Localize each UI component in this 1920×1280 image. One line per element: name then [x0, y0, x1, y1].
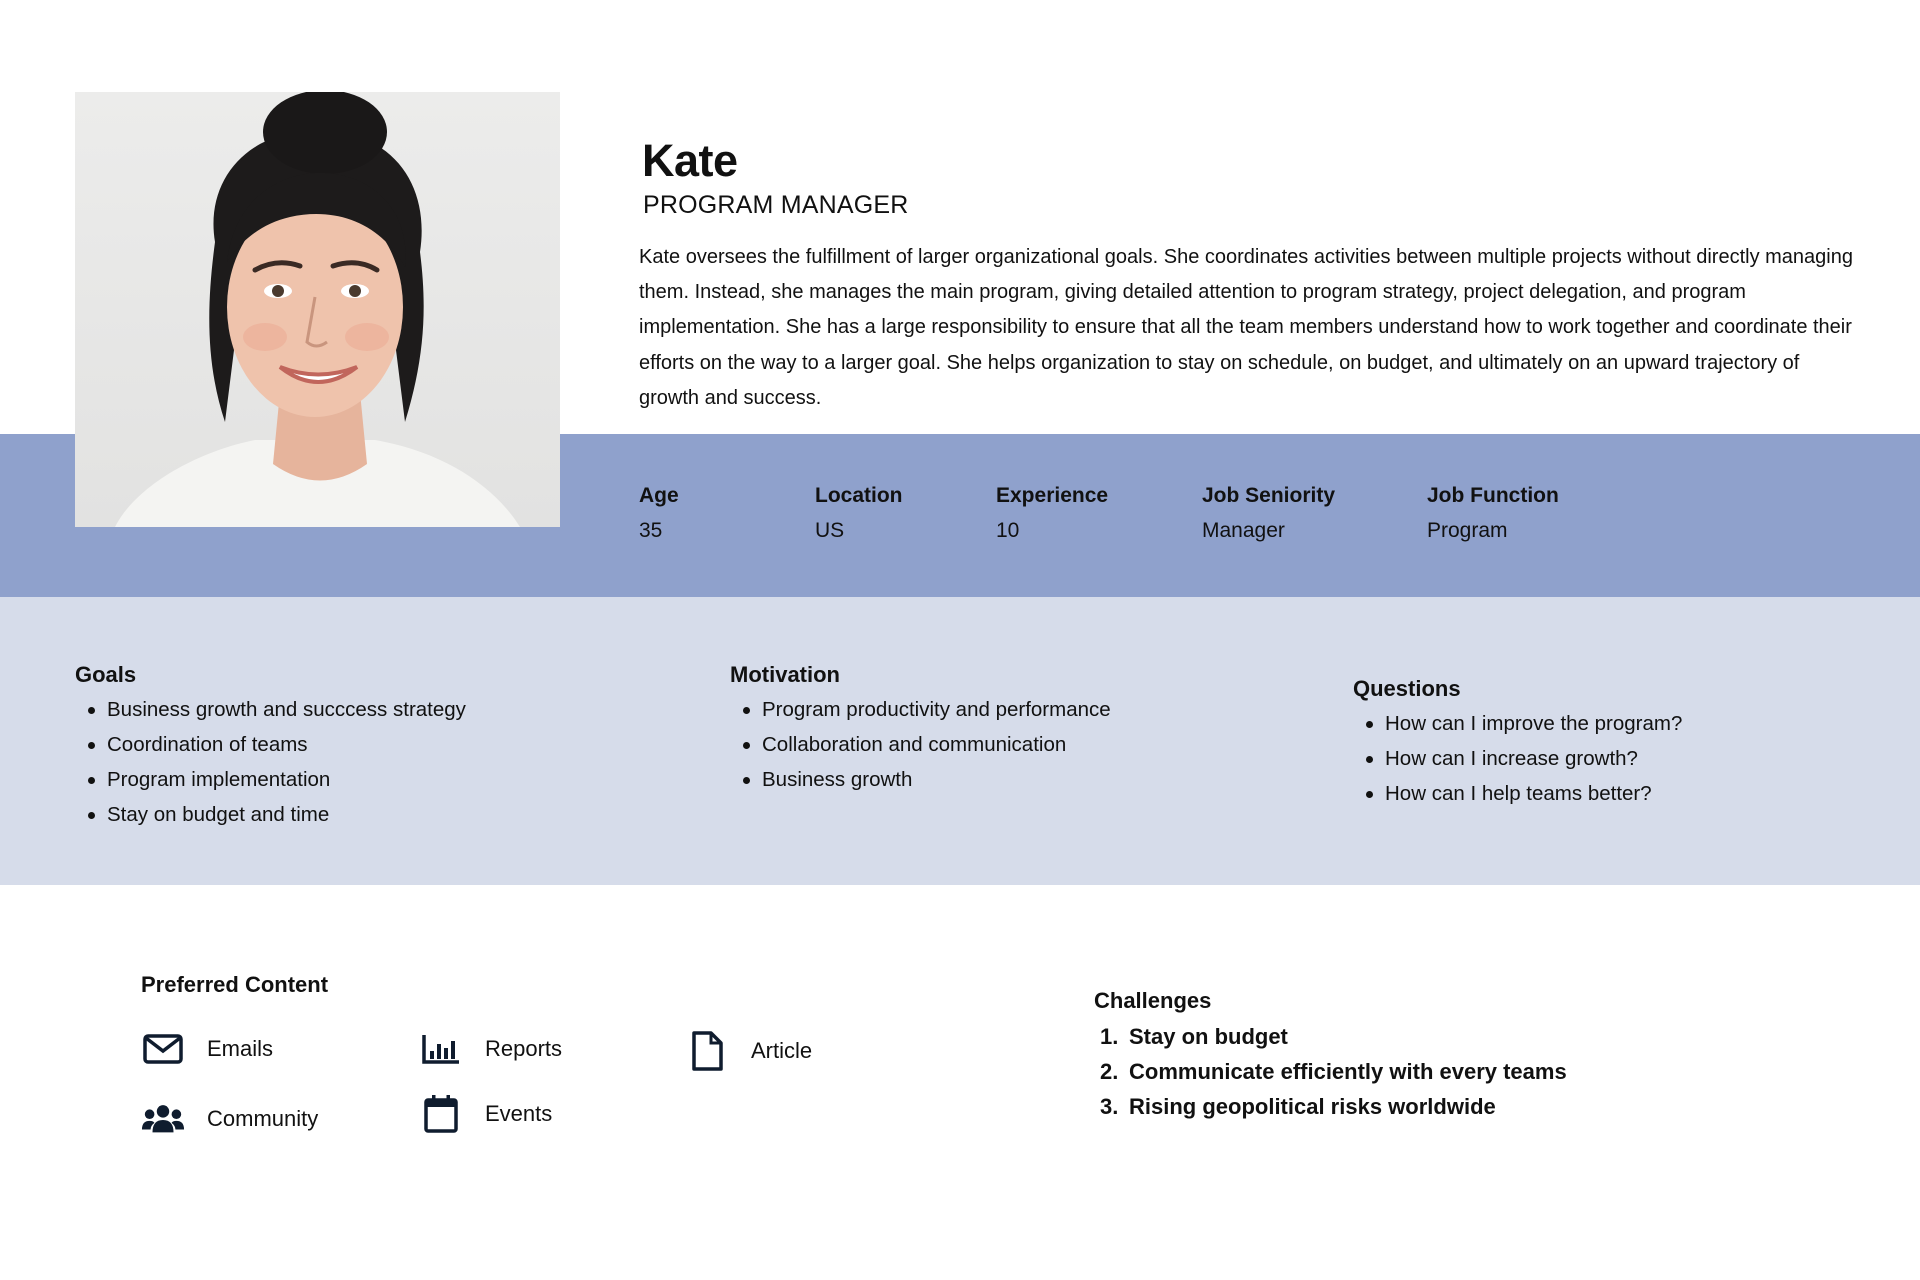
questions-heading: Questions — [1353, 676, 1461, 701]
people-group-icon — [141, 1099, 185, 1139]
list-item: Coordination of teams — [75, 727, 466, 762]
list-item: Stay on budget and time — [75, 797, 466, 832]
list-number: 2. — [1100, 1059, 1119, 1084]
preferred-content-article — [685, 1031, 812, 1071]
content-label: Events — [485, 1101, 553, 1126]
content-label: Community — [207, 1106, 319, 1131]
challenge-text: Rising geopolitical risks worldwide — [1129, 1094, 1496, 1119]
list-item: Collaboration and communication — [730, 727, 1111, 762]
goals-section — [75, 657, 466, 832]
attribute-label: Job Seniority — [1202, 484, 1336, 507]
preferred-content-reports — [419, 1029, 562, 1069]
document-icon — [685, 1031, 729, 1071]
preferred-content-heading: Preferred Content — [141, 972, 329, 997]
persona-bio: Kate oversees the fulfillment of larger organizational goals. She coordinates activities between multiple projects without directly managing them. Instead, she manages the main program, giving detailed attention to program strategy, project delegation, and program implementation. She has a large responsibility to ensure that all the team members understand how to work together and coordinate their efforts on the way to a larger goal. She helps organization to stay on schedule, on budget, and ultimately on an upward trajectory of growth and success. — [639, 246, 1853, 409]
persona-title: PROGRAM MANAGER — [643, 191, 909, 219]
calendar-icon — [419, 1094, 463, 1134]
preferred-content-emails — [141, 1029, 273, 1069]
list-item: Program productivity and performance — [730, 692, 1111, 727]
attribute-location — [815, 478, 903, 548]
attribute-value: 35 — [639, 519, 663, 542]
list-item — [1100, 1089, 1567, 1124]
questions-list — [1353, 706, 1682, 811]
attribute-label: Age — [639, 484, 679, 507]
attribute-job-function — [1427, 478, 1559, 548]
list-item: How can I improve the program? — [1353, 706, 1682, 741]
list-item — [1100, 1019, 1567, 1054]
list-item — [1100, 1054, 1567, 1089]
envelope-icon — [141, 1029, 185, 1069]
questions-section — [1353, 671, 1682, 811]
attribute-label: Job Function — [1427, 484, 1559, 507]
profile-photo — [75, 92, 560, 527]
attribute-label: Experience — [996, 484, 1109, 507]
challenge-text: Stay on budget — [1129, 1024, 1288, 1049]
motivation-heading: Motivation — [730, 662, 840, 687]
list-number: 1. — [1100, 1024, 1119, 1049]
content-label: Emails — [207, 1036, 274, 1061]
content-label: Article — [751, 1038, 813, 1063]
goals-heading: Goals — [75, 662, 137, 687]
goals-list — [75, 692, 466, 832]
list-item: How can I help teams better? — [1353, 776, 1682, 811]
persona-name: Kate — [642, 135, 738, 186]
attribute-value: Program — [1427, 519, 1508, 542]
attribute-job-seniority — [1202, 478, 1335, 548]
list-item: Business growth and succcess strategy — [75, 692, 466, 727]
list-item: How can I increase growth? — [1353, 741, 1682, 776]
preferred-content-events — [419, 1094, 552, 1134]
attribute-label: Location — [815, 484, 903, 507]
list-number: 3. — [1100, 1094, 1119, 1119]
motivation-section — [730, 657, 1111, 797]
preferred-content-community — [141, 1099, 318, 1139]
challenges-list — [1100, 1019, 1567, 1124]
motivation-list — [730, 692, 1111, 797]
list-item: Business growth — [730, 762, 1111, 797]
attribute-value: US — [815, 519, 845, 542]
bar-chart-icon — [419, 1029, 463, 1069]
content-label: Reports — [485, 1036, 563, 1061]
attribute-experience — [996, 478, 1108, 548]
challenge-text: Communicate efficiently with every teams — [1129, 1059, 1567, 1084]
challenges-heading: Challenges — [1094, 988, 1212, 1013]
list-item: Program implementation — [75, 762, 466, 797]
attribute-value: Manager — [1202, 519, 1285, 542]
attribute-age — [639, 478, 679, 548]
attribute-value: 10 — [996, 519, 1020, 542]
